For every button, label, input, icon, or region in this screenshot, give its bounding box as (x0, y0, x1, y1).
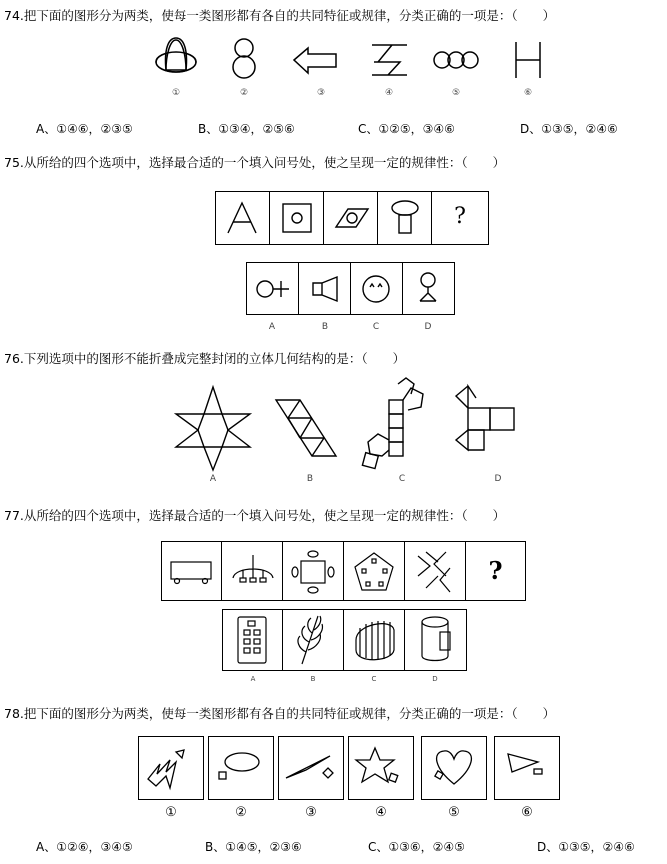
q77-question-mark: ? (488, 556, 503, 585)
q74-figure-label-5: ⑤ (451, 88, 461, 98)
q78-figure-label-6: ⑥ (521, 805, 533, 820)
q78-figure-label-2: ② (235, 805, 247, 820)
q77-option-label-d: D (432, 675, 438, 683)
q77-title: 77.从所给的四个选项中，选择最合适的一个填入问号处，使之呈现一定的规律性：（ ） (4, 508, 506, 523)
q75-option-label-a: A (268, 322, 276, 332)
q74-figure-label-2: ② (239, 88, 249, 98)
q78-figure-label-5: ⑤ (448, 805, 460, 820)
q75-option-label-c: C (372, 322, 380, 332)
q75-question-mark: ? (454, 204, 466, 229)
q78-option-a[interactable]: A、①②⑥，③④⑤ (36, 840, 133, 854)
q74-option-a[interactable]: A、①④⑥，②③⑤ (36, 122, 133, 136)
q74-figure-label-1: ① (171, 88, 181, 98)
q74-option-c[interactable]: C、①②⑤，③④⑥ (358, 122, 455, 136)
q75-option-label-b: B (321, 322, 329, 332)
q74-option-d[interactable]: D、①③⑤，②④⑥ (520, 122, 618, 136)
q76-option-label-d: D (494, 474, 502, 484)
q74-title: 74.把下面的图形分为两类，使每一类图形都有各自的共同特征或规律，分类正确的一项是：（ ） (4, 8, 556, 23)
q78-figure-label-4: ④ (375, 805, 387, 820)
q75-title: 75.从所给的四个选项中，选择最合适的一个填入问号处，使之呈现一定的规律性：（ ） (4, 155, 506, 170)
q75-option-label-d: D (424, 322, 432, 332)
q74-option-b[interactable]: B、①③④，②⑤⑥ (198, 122, 295, 136)
q77-option-label-a: A (250, 675, 256, 683)
q78-figure-label-3: ③ (305, 805, 317, 820)
q77-option-label-b: B (310, 675, 316, 683)
q78-option-d[interactable]: D、①③⑤，②④⑥ (537, 840, 635, 854)
q78-option-b[interactable]: B、①④⑤，②③⑥ (205, 840, 302, 854)
q76-option-label-b: B (306, 474, 314, 484)
q74-figure-label-3: ③ (316, 88, 326, 98)
q78-title: 78.把下面的图形分为两类，使每一类图形都有各自的共同特征或规律，分类正确的一项是：（ ） (4, 706, 556, 721)
q78-figure-label-1: ① (165, 805, 177, 820)
q76-title: 76.下列选项中的图形不能折叠成完整封闭的立体几何结构的是：（ ） (4, 351, 406, 366)
q78-option-c[interactable]: C、①③⑥，②④⑤ (368, 840, 465, 854)
q78-options (0, 838, 667, 854)
q76-option-label-c: C (398, 474, 406, 484)
q76-option-label-a: A (209, 474, 217, 484)
q74-figure-label-6: ⑥ (523, 88, 533, 98)
q77-option-label-c: C (371, 675, 377, 683)
q74-figure-label-4: ④ (384, 88, 394, 98)
